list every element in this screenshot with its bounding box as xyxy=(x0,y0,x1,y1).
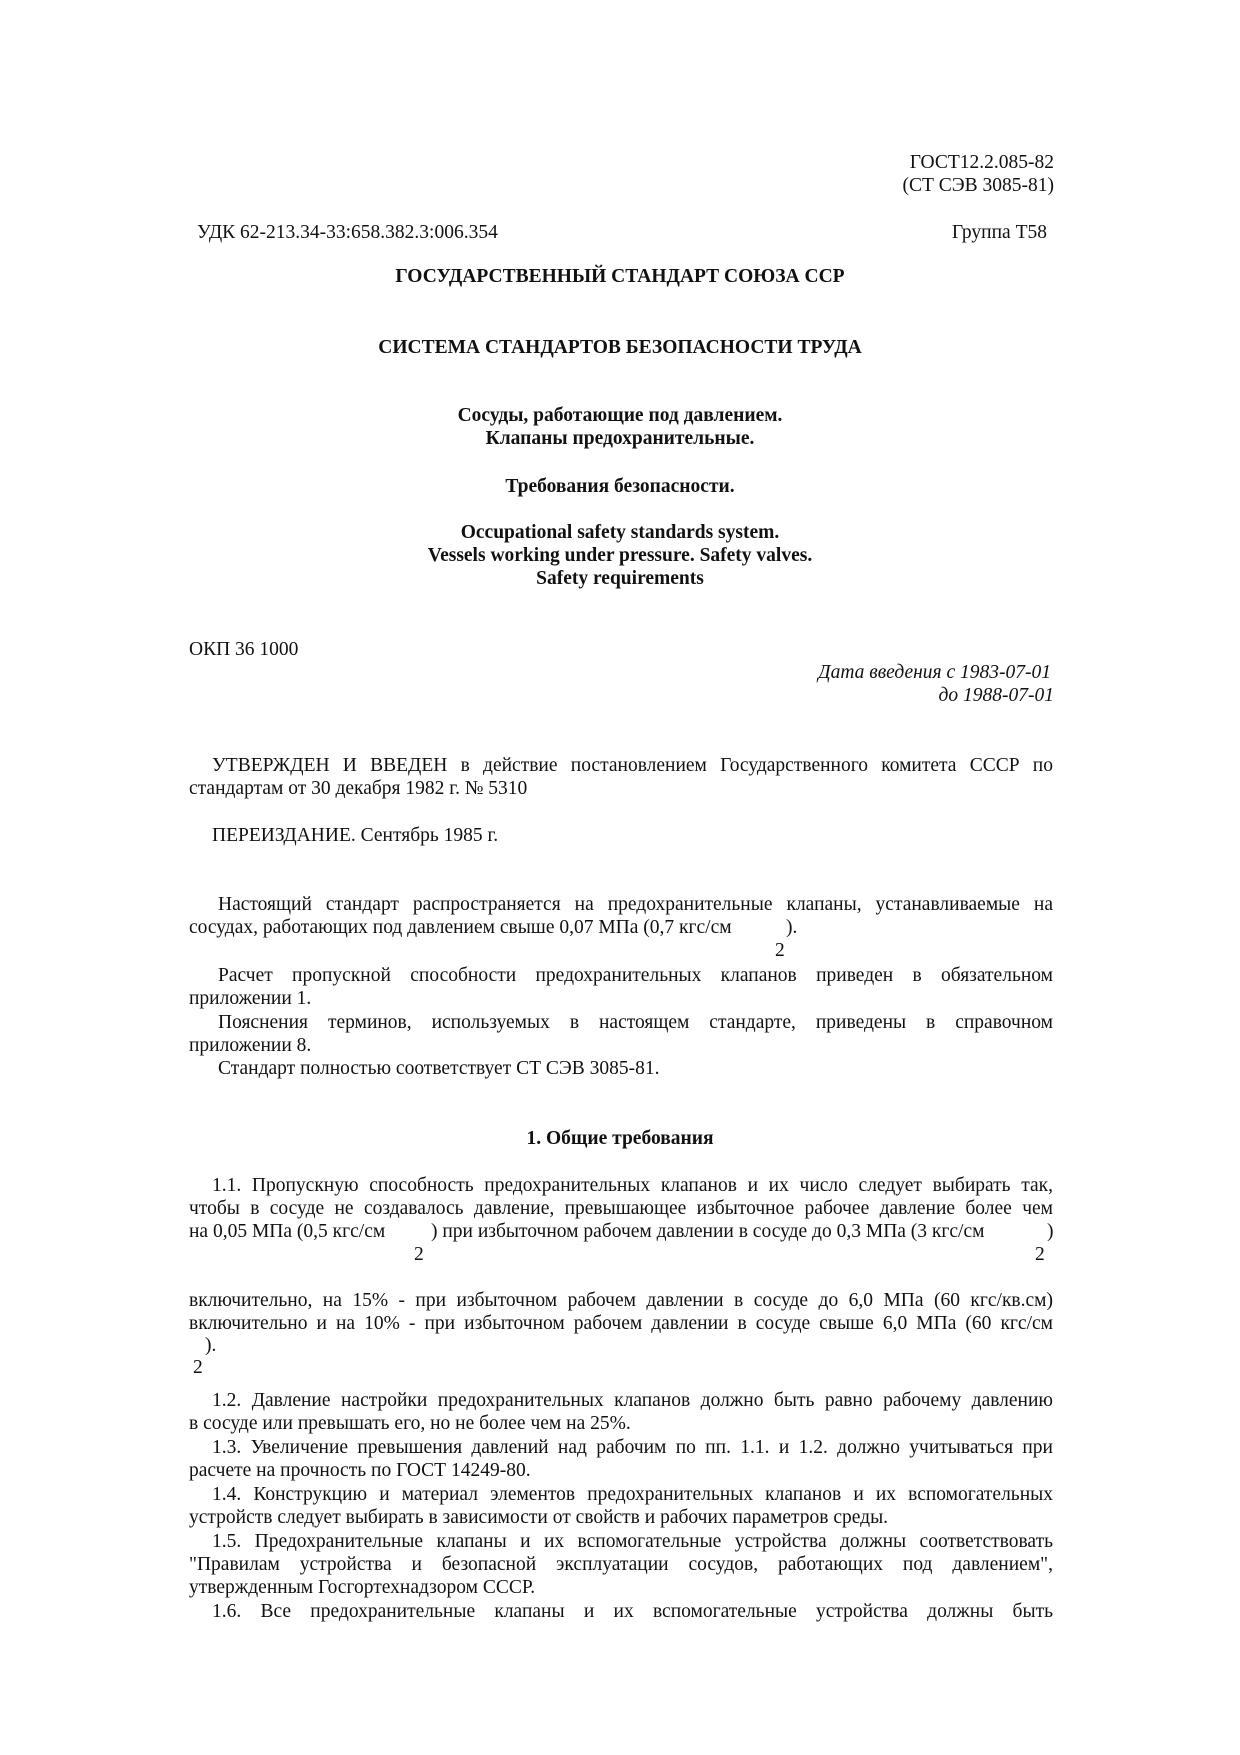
approval-line-1-text: УТВЕРЖДЕН И ВВЕДЕН в действие постановлением Государственного комитета СССР по xyxy=(212,755,1053,776)
p15-line-3: утвержденным Госгортехнадзором СССР. xyxy=(189,1577,536,1598)
p12-line-1 xyxy=(189,1390,1053,1412)
conformity-note: Стандарт полностью соответствует СТ СЭВ 3085-81. xyxy=(218,1058,660,1079)
title-en-line-2: Vessels working under pressure. Safety valves. xyxy=(427,545,813,566)
section-1-heading: 1. Общие требования xyxy=(526,1128,714,1149)
intro-date-from: Дата введения с 1983-07-01 xyxy=(818,662,1051,683)
superscript-2-p11-a: 2 xyxy=(414,1244,424,1265)
title-ru-line-2: Клапаны предохранительные. xyxy=(485,428,755,449)
p13-line-2: расчете на прочность по ГОСТ 14249-80. xyxy=(189,1460,531,1481)
title-en-line-3: Safety requirements xyxy=(536,568,704,589)
scope-line-1 xyxy=(189,894,1053,916)
okp-code: ОКП 36 1000 xyxy=(189,639,299,660)
p12-line-2: в сосуде или превышать его, но не более чем на 25%. xyxy=(189,1413,631,1434)
approval-line-1 xyxy=(189,755,1053,777)
state-standard-title: ГОСУДАРСТВЕННЫЙ СТАНДАРТ СОЮЗА ССР xyxy=(395,266,845,287)
superscript-2-p11-b: 2 xyxy=(1035,1244,1045,1265)
st-sev-number: (СТ СЭВ 3085-81) xyxy=(902,175,1054,196)
udk-code: УДК 62-213.34-33:658.382.3:006.354 xyxy=(197,222,498,243)
scope-close: ). xyxy=(786,917,798,938)
superscript-2-scope: 2 xyxy=(775,940,785,961)
system-title: СИСТЕМА СТАНДАРТОВ БЕЗОПАСНОСТИ ТРУДА xyxy=(378,337,862,358)
title-ru-line-3: Требования безопасности. xyxy=(505,476,735,497)
p13-line-1-text: 1.3. Увеличение превышения давлений над рабочим по пп. 1.1. и 1.2. должно учитываться при xyxy=(212,1437,1053,1458)
terms-line-1-text: Пояснения терминов, используемых в настоящем стандарте, приведены в справочном xyxy=(218,1012,1053,1033)
terms-line-1 xyxy=(189,1012,1053,1034)
p14-line-2: устройств следует выбирать в зависимости от свойств и рабочих параметров среды. xyxy=(189,1507,889,1528)
superscript-2-p11-c: 2 xyxy=(193,1357,203,1378)
p11-line-4: включительно, на 15% - при избыточном рабочем давлении в сосуде до 6,0 МПа (60 кгс/кв.см) xyxy=(189,1290,1053,1311)
p11-line-1-text: 1.1. Пропускную способность предохранительных клапанов и их число следует выбирать так, xyxy=(212,1175,1053,1196)
p11-line-5: включительно и на 10% - при избыточном рабочем давлении в сосуде свыше 6,0 МПа (60 кгс/см xyxy=(189,1313,1053,1334)
approval-line-2: стандартам от 30 декабря 1982 г. № 5310 xyxy=(189,778,528,799)
p15-line-2: "Правилам устройства и безопасной эксплуатации сосудов, работающих под давлением", xyxy=(189,1554,1053,1575)
calc-line-1-text: Расчет пропускной способности предохранительных клапанов приведен в обязательном xyxy=(218,965,1053,986)
p15-line-1-text: 1.5. Предохранительные клапаны и их вспомогательные устройства должны соответствовать xyxy=(212,1531,1053,1552)
scope-line-1-text: Настоящий стандарт распространяется на предохранительные клапаны, устанавливаемые на xyxy=(218,894,1053,915)
terms-line-2: приложении 8. xyxy=(189,1035,312,1056)
title-en-line-1: Occupational safety standards system. xyxy=(460,522,780,543)
p14-line-1 xyxy=(189,1484,1053,1506)
p13-line-1 xyxy=(189,1437,1053,1459)
calc-line-2: приложении 1. xyxy=(189,988,312,1009)
p11-line-3c: ) xyxy=(1047,1221,1054,1242)
reissue-note: ПЕРЕИЗДАНИЕ. Сентябрь 1985 г. xyxy=(212,825,499,846)
gost-number: ГОСТ12.2.085-82 xyxy=(909,152,1054,173)
p11-line-3a: на 0,05 МПа (0,5 кгс/см xyxy=(189,1221,386,1242)
calc-line-1 xyxy=(189,965,1053,987)
p14-line-1-text: 1.4. Конструкцию и материал элементов предохранительных клапанов и их вспомогательных xyxy=(212,1484,1053,1505)
p11-line-3b: ) при избыточном рабочем давлении в сосуде до 0,3 МПа (3 кгс/см xyxy=(431,1221,985,1242)
intro-date-to: до 1988-07-01 xyxy=(938,685,1054,706)
p16-line-1-text: 1.6. Все предохранительные клапаны и их вспомогательные устройства должны быть xyxy=(212,1601,1053,1622)
p16-line-1 xyxy=(189,1601,1053,1623)
group-code: Группа Т58 xyxy=(951,222,1047,243)
p11-line-2: чтобы в сосуде не создавалось давление, превышающее избыточное рабочее давление более чем xyxy=(189,1198,1053,1219)
p11-line-6: ). xyxy=(205,1335,217,1356)
scope-line-2: сосудах, работающих под давлением свыше 0,07 МПа (0,7 кгс/см xyxy=(189,917,732,938)
title-ru-line-1: Сосуды, работающие под давлением. xyxy=(457,405,783,426)
p15-line-1 xyxy=(189,1531,1053,1553)
p12-line-1-text: 1.2. Давление настройки предохранительных клапанов должно быть равно рабочему давлению xyxy=(212,1390,1053,1411)
p11-line-1 xyxy=(189,1175,1053,1197)
